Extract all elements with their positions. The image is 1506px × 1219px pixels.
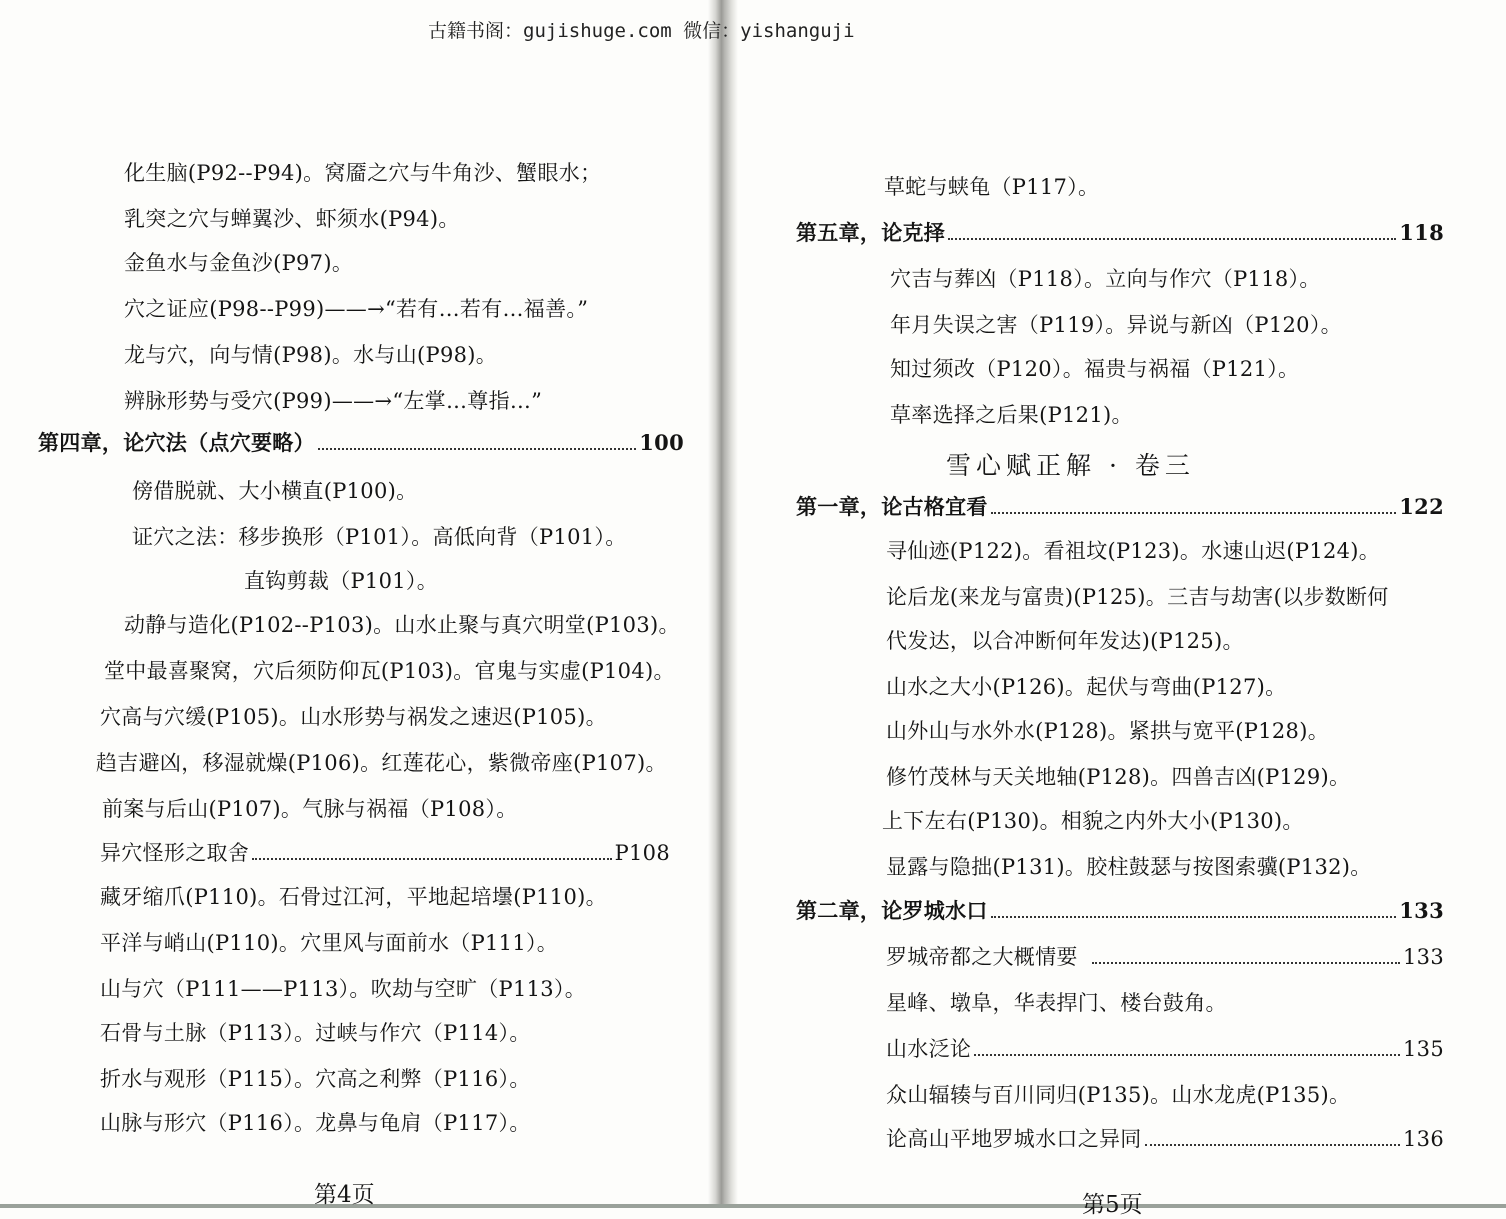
text-line: 堂中最喜聚窝，穴后须防仰瓦(P103)。官鬼与实虚(P104)。 xyxy=(104,659,675,683)
leader-dots xyxy=(1092,962,1400,964)
text-line: 龙与穴，向与情(P98)。水与山(P98)。 xyxy=(124,343,498,367)
toc-entry-chapter4 xyxy=(38,430,684,456)
text-line: 代发达，以合冲断何年发达)(P125)。 xyxy=(886,629,1244,653)
text-line: 星峰、墩阜，华表捍门、楼台鼓角。 xyxy=(886,991,1227,1015)
toc-entry-chapter1 xyxy=(796,494,1444,520)
text-line: 知过须改（P120）。福贵与祸福（P121）。 xyxy=(890,357,1300,381)
leader-dots xyxy=(252,858,611,860)
toc-page: 118 xyxy=(1399,220,1444,245)
toc-label: 第五章，论克择 xyxy=(796,220,946,245)
text-line: 草蛇与蛱龟（P117）。 xyxy=(884,175,1100,199)
text-line: 显露与隐拙(P131)。胶柱鼓瑟与按图索骥(P132)。 xyxy=(886,855,1372,879)
toc-page: 122 xyxy=(1399,494,1444,519)
text-line: 修竹茂林与天关地轴(P128)。四兽吉凶(P129)。 xyxy=(886,765,1351,789)
text-line: 山脉与形穴（P116）。龙鼻与龟肩（P117）。 xyxy=(100,1111,531,1135)
text-line: 直钩剪裁（P101）。 xyxy=(244,569,439,593)
text-line: 动静与造化(P102--P103)。山水止聚与真穴明堂(P103)。 xyxy=(124,613,680,637)
text-line: 草率选择之后果(P121)。 xyxy=(890,403,1133,427)
leader-dots xyxy=(991,512,1397,514)
volume-title: 雪心赋正解 · 卷三 xyxy=(946,451,1195,480)
toc-page: 136 xyxy=(1403,1127,1444,1151)
toc-entry-chapter2 xyxy=(796,898,1444,924)
text-line: 趋吉避凶，移湿就燥(P106)。红莲花心，紫微帝座(P107)。 xyxy=(96,751,667,775)
leader-dots xyxy=(318,448,636,450)
text-line: 辨脉形势与受穴(P99)——→“左掌…尊指…” xyxy=(124,389,543,413)
text-line: 化生脑(P92--P94)。窝靥之穴与牛角沙、蟹眼水； xyxy=(124,161,602,185)
toc-page: P108 xyxy=(614,841,670,865)
toc-entry-gaoshan xyxy=(886,1126,1444,1152)
toc-label: 异穴怪形之取舍 xyxy=(100,841,250,865)
text-line: 前案与后山(P107)。气脉与祸福（P108）。 xyxy=(102,797,518,821)
toc-entry-chapter5 xyxy=(796,220,1444,246)
toc-entry-luocheng xyxy=(886,944,1444,970)
toc-label: 论高山平地罗城水口之异同 xyxy=(886,1127,1142,1151)
text-line: 折水与观形（P115）。穴高之利弊（P116）。 xyxy=(100,1067,531,1091)
page-number: 第5页 xyxy=(1082,1192,1143,1218)
toc-entry-odd-shapes xyxy=(100,840,670,866)
text-line: 穴吉与葬凶（P118）。立向与作穴（P118）。 xyxy=(890,267,1321,291)
toc-label: 第一章，论古格宜看 xyxy=(796,494,988,519)
text-line: 山与穴（P111——P113）。吹劫与空旷（P113）。 xyxy=(100,977,587,1001)
text-line: 证穴之法：移步换形（P101）。高低向背（P101）。 xyxy=(132,525,627,549)
text-line: 论后龙(来龙与富贵)(P125)。三吉与劫害(以步数断何 xyxy=(886,585,1389,609)
toc-entry-shanshui xyxy=(886,1036,1444,1062)
toc-label: 山水泛论 xyxy=(886,1037,972,1061)
toc-page: 133 xyxy=(1399,898,1444,923)
text-line: 穴高与穴缓(P105)。山水形势与祸发之速迟(P105)。 xyxy=(100,705,607,729)
text-line: 众山辐辏与百川同归(P135)。山水龙虎(P135)。 xyxy=(886,1083,1351,1107)
toc-label: 第四章，论穴法（点穴要略） xyxy=(38,430,315,455)
toc-label: 第二章，论罗城水口 xyxy=(796,898,988,923)
text-line: 寻仙迹(P122)。看祖坟(P123)。水速山迟(P124)。 xyxy=(886,539,1381,563)
leader-dots xyxy=(948,238,1396,240)
left-page xyxy=(0,0,708,1208)
text-line: 藏牙缩爪(P110)。石骨过江河，平地起培壜(P110)。 xyxy=(100,885,607,909)
watermark-header: 古籍书阁：gujishuge.com 微信：yishanguji xyxy=(428,20,855,42)
text-line: 山外山与水外水(P128)。紧拱与宽平(P128)。 xyxy=(886,719,1329,743)
text-line: 傍借脱就、大小横直(P100)。 xyxy=(132,479,418,503)
text-line: 金鱼水与金鱼沙(P97)。 xyxy=(124,251,354,275)
text-line: 穴之证应(P98--P99)——→“若有…若有…福善。” xyxy=(124,297,589,321)
text-line: 上下左右(P130)。相貌之内外大小(P130)。 xyxy=(882,809,1304,833)
leader-dots xyxy=(974,1054,1400,1056)
text-line: 平洋与峭山(P110)。穴里风与面前水（P111）。 xyxy=(100,931,559,955)
right-page xyxy=(738,0,1506,1218)
page-number: 第4页 xyxy=(314,1182,375,1208)
toc-page: 100 xyxy=(639,430,684,455)
leader-dots xyxy=(991,916,1397,918)
text-line: 山水之大小(P126)。起伏与弯曲(P127)。 xyxy=(886,675,1287,699)
toc-page: 135 xyxy=(1403,1037,1444,1061)
book-gutter xyxy=(708,0,738,1208)
text-line: 石骨与土脉（P113）。过峡与作穴（P114）。 xyxy=(100,1021,531,1045)
leader-dots xyxy=(1145,1144,1400,1146)
toc-page: 133 xyxy=(1403,945,1444,969)
toc-label: 罗城帝都之大概情要 xyxy=(886,945,1078,969)
text-line: 年月失误之害（P119）。异说与新凶（P120）。 xyxy=(890,313,1342,337)
text-line: 乳突之穴与蝉翼沙、虾须水(P94)。 xyxy=(124,207,460,231)
